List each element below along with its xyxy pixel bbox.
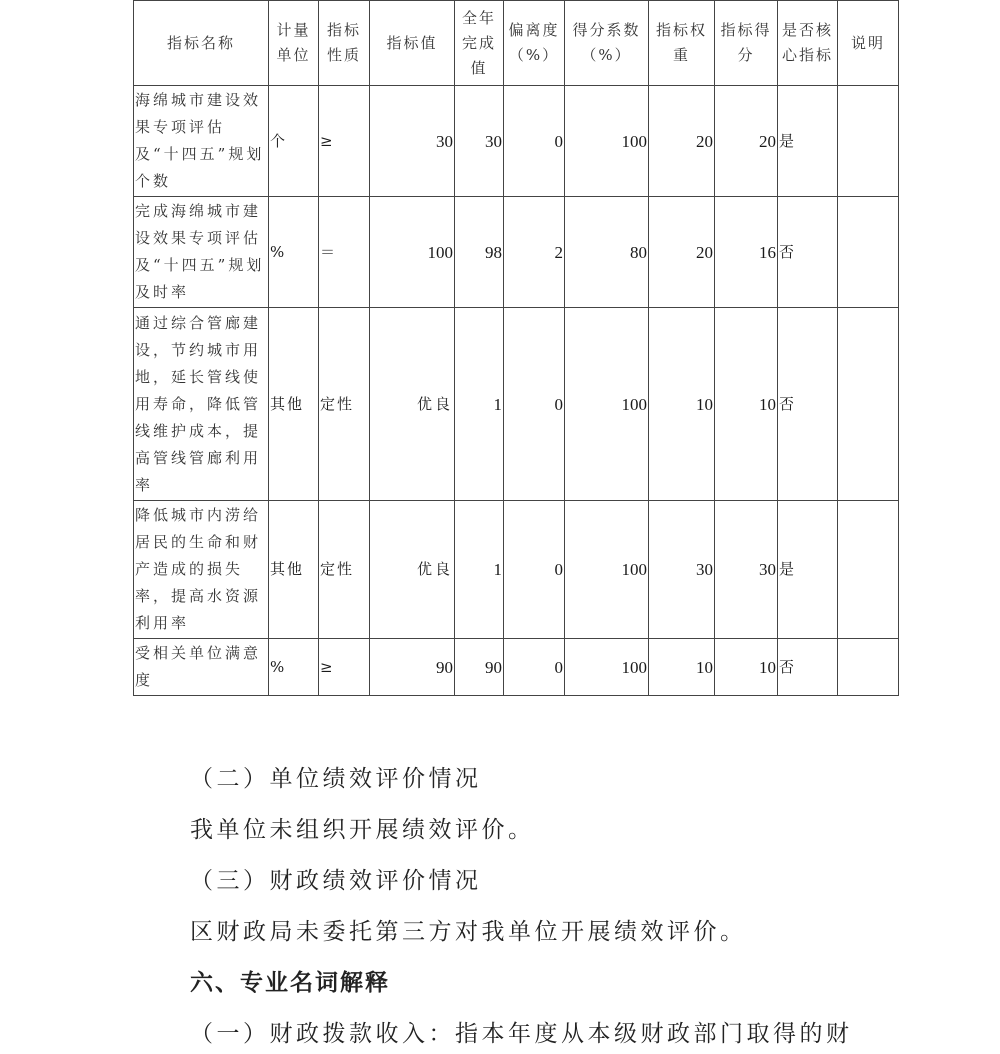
table-row (134, 197, 899, 308)
cell-core-indicator: 否 (778, 197, 838, 308)
cell-unit: 其他 (269, 501, 319, 639)
header-core-indicator: 是否核心指标 (778, 1, 838, 86)
cell-note (838, 197, 899, 308)
cell-weight: 10 (649, 308, 715, 501)
cell-note (838, 308, 899, 501)
cell-indicator-name: 降低城市内涝给居民的生命和财产造成的损失率，提高水资源利用率 (134, 501, 269, 639)
cell-note (838, 639, 899, 696)
header-score: 指标得分 (715, 1, 778, 86)
cell-coefficient: 100 (565, 501, 649, 639)
cell-note (838, 86, 899, 197)
cell-deviation: 0 (504, 639, 565, 696)
cell-nature: 定性 (319, 501, 370, 639)
table-row (134, 86, 899, 197)
cell-coefficient: 80 (565, 197, 649, 308)
cell-score: 20 (715, 86, 778, 197)
table-row (134, 308, 899, 501)
cell-weight: 20 (649, 86, 715, 197)
table-header-row (134, 1, 899, 86)
cell-target-value: 90 (370, 639, 455, 696)
cell-score: 10 (715, 308, 778, 501)
cell-core-indicator: 是 (778, 86, 838, 197)
cell-indicator-name: 受相关单位满意度 (134, 639, 269, 696)
cell-actual-value: 1 (455, 501, 504, 639)
cell-unit: 个 (269, 86, 319, 197)
cell-deviation: 0 (504, 86, 565, 197)
cell-coefficient: 100 (565, 86, 649, 197)
cell-unit: % (269, 639, 319, 696)
cell-actual-value: 90 (455, 639, 504, 696)
cell-coefficient: 100 (565, 639, 649, 696)
cell-nature: ＝ (319, 197, 370, 308)
cell-weight: 20 (649, 197, 715, 308)
header-nature: 指标性质 (319, 1, 370, 86)
cell-unit: 其他 (269, 308, 319, 501)
section-heading-finance-evaluation: （三）财政绩效评价情况 (190, 868, 482, 894)
cell-target-value: 优良 (370, 308, 455, 501)
header-unit: 计量单位 (269, 1, 319, 86)
cell-nature: ≥ (319, 639, 370, 696)
table-row (134, 501, 899, 639)
cell-indicator-name: 完成海绵城市建设效果专项评估及“十四五”规划及时率 (134, 197, 269, 308)
cell-weight: 10 (649, 639, 715, 696)
table-row (134, 639, 899, 696)
cell-actual-value: 1 (455, 308, 504, 501)
cell-actual-value: 98 (455, 197, 504, 308)
glossary-item-fiscal-appropriation (190, 1015, 853, 1048)
cell-score: 10 (715, 639, 778, 696)
header-coefficient: 得分系数（%） (565, 1, 649, 86)
cell-indicator-name: 海绵城市建设效果专项评估及“十四五”规划个数 (134, 86, 269, 197)
section-body-unit-evaluation: 我单位未组织开展绩效评价。 (190, 817, 535, 843)
header-deviation: 偏离度（%） (504, 1, 565, 86)
cell-score: 30 (715, 501, 778, 639)
cell-score: 16 (715, 197, 778, 308)
header-weight: 指标权重 (649, 1, 715, 86)
cell-note (838, 501, 899, 639)
section-heading-unit-evaluation: （二）单位绩效评价情况 (190, 766, 482, 792)
header-actual-value: 全年完成值 (455, 1, 504, 86)
cell-actual-value: 30 (455, 86, 504, 197)
cell-nature: 定性 (319, 308, 370, 501)
cell-nature: ≥ (319, 86, 370, 197)
cell-target-value: 优良 (370, 501, 455, 639)
cell-indicator-name: 通过综合管廊建设，节约城市用地，延长管线使用寿命，降低管线维护成本，提高管线管廊利用率 (134, 308, 269, 501)
cell-core-indicator: 是 (778, 501, 838, 639)
glossary-definition: 指本年度从本级财政部门取得的财 (455, 1021, 853, 1047)
cell-core-indicator: 否 (778, 308, 838, 501)
header-target-value: 指标值 (370, 1, 455, 86)
performance-indicator-table (133, 0, 899, 696)
section-heading-glossary: 六、专业名词解释 (190, 970, 390, 996)
cell-core-indicator: 否 (778, 639, 838, 696)
cell-deviation: 0 (504, 501, 565, 639)
cell-unit: % (269, 197, 319, 308)
cell-target-value: 30 (370, 86, 455, 197)
cell-deviation: 0 (504, 308, 565, 501)
section-body-finance-evaluation: 区财政局未委托第三方对我单位开展绩效评价。 (190, 919, 747, 945)
cell-coefficient: 100 (565, 308, 649, 501)
header-note: 说明 (838, 1, 899, 86)
header-indicator-name: 指标名称 (134, 1, 269, 86)
cell-deviation: 2 (504, 197, 565, 308)
cell-weight: 30 (649, 501, 715, 639)
cell-target-value: 100 (370, 197, 455, 308)
glossary-term: （一）财政拨款收入： (190, 1021, 455, 1047)
